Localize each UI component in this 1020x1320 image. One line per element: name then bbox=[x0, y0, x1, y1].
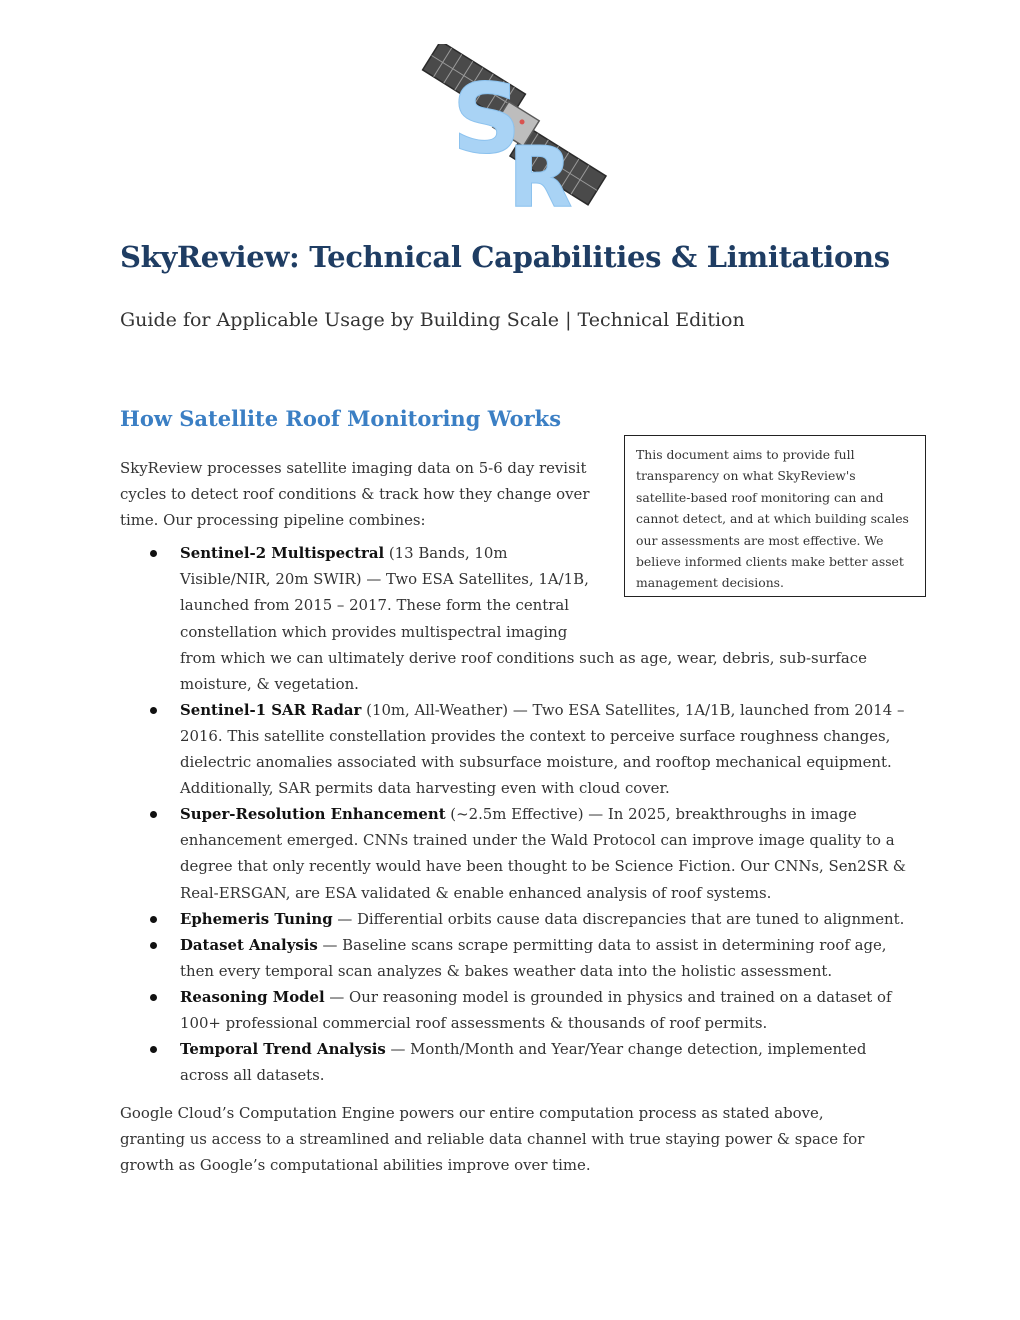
list-item bbox=[180, 906, 906, 932]
note-line: believe informed clients make better asset bbox=[636, 554, 904, 570]
page-subtitle: Guide for Applicable Usage by Building Scale | Technical Edition bbox=[120, 309, 745, 331]
item-term: Super-Resolution Enhancement bbox=[180, 805, 446, 824]
section-body bbox=[120, 455, 906, 1179]
item-text: (10m, All-Weather) — Two ESA Satellites, 1A/1B, launched from 2014 – 2016. This satellite constellation provides the context to perceive surface roughness changes, dielectric anomalies associated with subsurface moisture, and rooftop mechanical equipment. Additionally, SAR permits data harvesting even with cloud cover. bbox=[180, 700, 905, 798]
logo-letter-r: R bbox=[508, 128, 573, 212]
item-text: — Our reasoning model is grounded in physics and trained on a dataset of 100+ professional commercial roof assessments & thousands of roof permits. bbox=[180, 987, 892, 1032]
list-item bbox=[180, 697, 906, 801]
list-item bbox=[180, 801, 906, 905]
item-term: Ephemeris Tuning bbox=[180, 909, 333, 928]
note-line: our assessments are most effective. We bbox=[636, 532, 884, 548]
item-term: Sentinel-1 SAR Radar bbox=[180, 700, 362, 719]
item-text: — Differential orbits cause data discrepancies that are tuned to alignment. bbox=[332, 909, 905, 928]
item-text: — Baseline scans scrape permitting data to assist in determining roof age, then every temporal scan analyzes & bakes weather data into the holistic assessment. bbox=[180, 935, 887, 980]
item-term: Sentinel-2 Multispectral bbox=[180, 544, 385, 563]
list-item bbox=[180, 1036, 906, 1088]
intro-line: time. Our processing pipeline combines: bbox=[120, 511, 426, 530]
item-text: (13 Bands, 10m Visible/NIR, 20m SWIR) — Two ESA Satellites, 1A/1B, launched from 2015 – 2017. These form the central constellation which provides multispectral imaging from which we can ultimately derive roof conditions such as age, wear, debris, sub-surface moisture, & vegetation. bbox=[180, 544, 867, 693]
intro-line: cycles to detect roof conditions & track how they change over bbox=[120, 485, 590, 504]
list-item bbox=[180, 540, 906, 697]
item-term: Dataset Analysis bbox=[180, 935, 318, 954]
note-line: management decisions. bbox=[636, 575, 784, 591]
note-line: cannot detect, and at which building scales bbox=[636, 511, 909, 527]
item-text: (~2.5m Effective) — In 2025, breakthroughs in image enhancement emerged. CNNs trained under the Wald Protocol can improve image quality to a degree that only recently would have been thought to be Science Fiction. Our CNNs, Sen2SR & Real-ERSGAN, are ESA validated & enable enhanced analysis of roof systems. bbox=[180, 805, 906, 902]
item-term: Temporal Trend Analysis bbox=[180, 1040, 386, 1059]
logo-letter-s: S bbox=[452, 63, 522, 175]
note-line: transparency on what SkyReview's bbox=[636, 468, 856, 484]
logo-letters bbox=[452, 63, 573, 212]
note-line: satellite-based roof monitoring can and bbox=[636, 489, 884, 505]
list-item bbox=[180, 932, 906, 984]
list-item bbox=[180, 984, 906, 1036]
page-title: SkyReview: Technical Capabilities & Limitations bbox=[120, 240, 890, 274]
satellite-logo-graphic bbox=[412, 44, 608, 212]
item-text: — Month/Month and Year/Year change detection, implemented across all datasets. bbox=[180, 1040, 867, 1085]
section-heading: How Satellite Roof Monitoring Works bbox=[120, 406, 562, 431]
closing-paragraph: Google Cloud’s Computation Engine powers our entire computation process as stated above, granting us access to a streamlined and reliable data channel with true staying power & space for growth as Google’s computational abilities improve over time. bbox=[120, 1104, 865, 1175]
item-term: Reasoning Model bbox=[180, 987, 325, 1006]
pipeline-list bbox=[120, 540, 906, 1088]
skyreview-logo bbox=[412, 44, 608, 212]
intro-line: SkyReview processes satellite imaging data on 5-6 day revisit bbox=[120, 459, 587, 477]
note-line: This document aims to provide full bbox=[636, 447, 855, 462]
